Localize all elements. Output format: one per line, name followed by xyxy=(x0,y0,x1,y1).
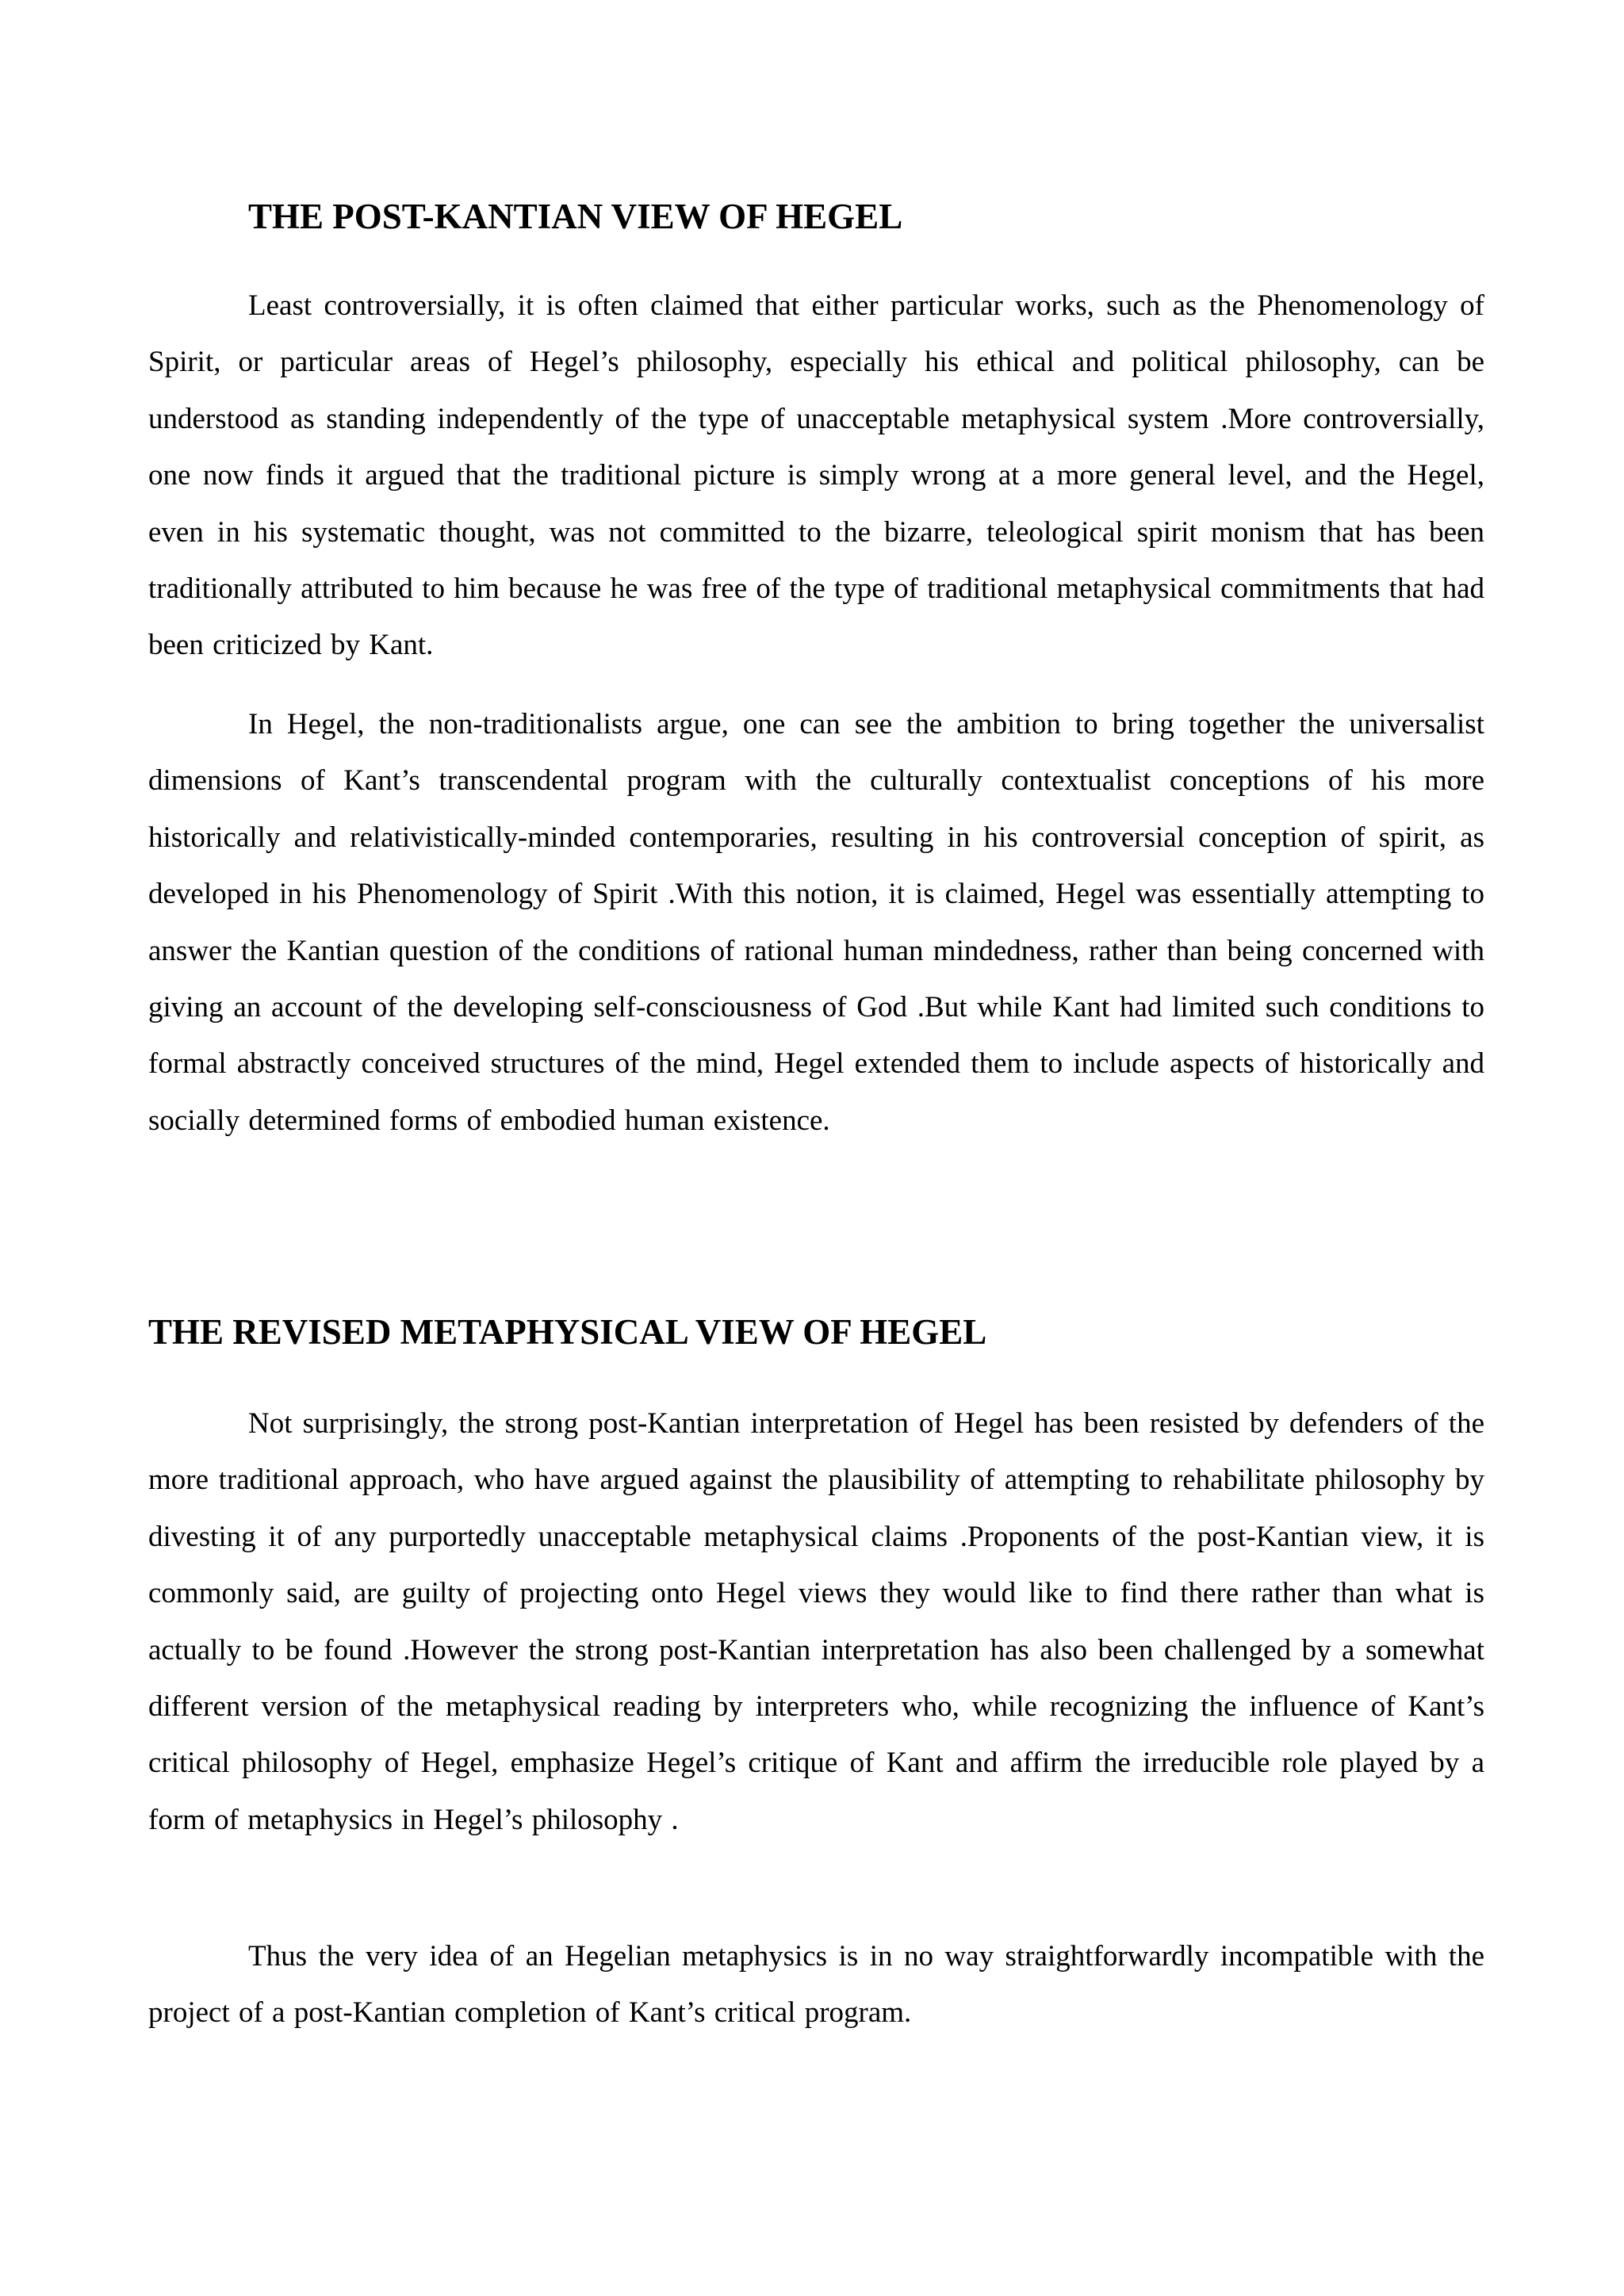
paragraph: Least controversially, it is often claimed that either particular works, such as the Phenomenology of Spirit, or particular areas of Hegel’s philosophy, especially his ethical and political philosophy, can be understood as standing independently of the type of unacceptable metaphysical system .More controversially, one now finds it argued that the traditional picture is simply wrong at a more general level, and the Hegel, even in his systematic thought, was not committed to the bizarre, teleological spirit monism that has been traditionally attributed to him because he was free of the type of traditional metaphysical commitments that had been criticized by Kant. xyxy=(148,289,1484,662)
paragraph: Thus the very idea of an Hegelian metaphysics is in no way straightforwardly incompatible with the project of a post-Kantian completion of Kant’s critical program. xyxy=(148,1940,1484,2030)
paragraph: In Hegel, the non-traditionalists argue, one can see the ambition to bring together the universalist dimensions of Kant’s transcendental program with the culturally contextualist conceptions of his more historically and relativistically-minded contemporaries, resulting in his controversial conception of spirit, as developed in his Phenomenology of Spirit .With this notion, it is claimed, Hegel was essentially attempting to answer the Kantian question of the conditions of rational human mindedness, rather than being concerned with giving an account of the developing self-consciousness of God .But while Kant had limited such conditions to formal abstractly conceived structures of the mind, Hegel extended them to include aspects of historically and socially determined forms of embodied human existence. xyxy=(148,708,1484,1137)
section-heading-revised-metaphysical-view: THE REVISED METAPHYSICAL VIEW OF HEGEL xyxy=(148,1312,987,1352)
section-heading-post-kantian-view: THE POST-KANTIAN VIEW OF HEGEL xyxy=(248,197,903,236)
paragraph: Not surprisingly, the strong post-Kantian interpretation of Hegel has been resisted by defenders of the more traditional approach, who have argued against the plausibility of attempting to rehabilitate philosophy by divesting it of any purportedly unacceptable metaphysical claims .Proponents of the post-Kantian view, it is commonly said, are guilty of projecting onto Hegel views they would like to find there rather than what is actually to be found .However the strong post-Kantian interpretation has also been challenged by a somewhat different version of the metaphysical reading by interpreters who, while recognizing the influence of Kant’s critical philosophy of Hegel, emphasize Hegel’s critique of Kant and affirm the irreducible role played by a form of metaphysics in Hegel’s philosophy . xyxy=(148,1407,1484,1836)
